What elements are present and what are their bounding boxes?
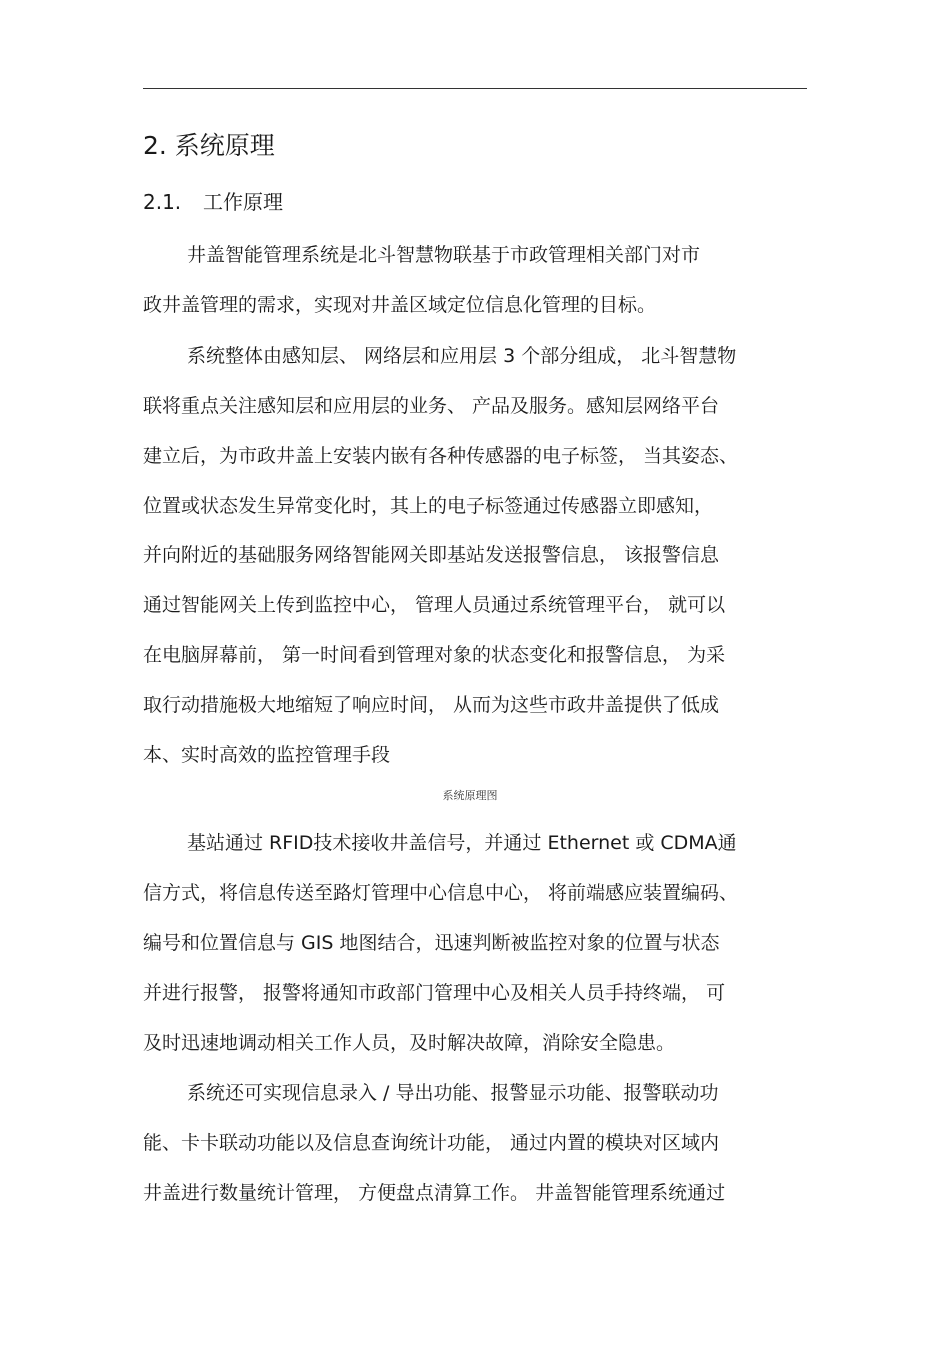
header-rule [143,88,807,89]
paragraph-line: 联将重点关注感知层和应用层的业务、 产品及服务。感知层网络平台 [143,395,720,417]
paragraph-line: 信方式，将信息传送至路灯管理中心信息中心， 将前端感应装置编码、 [143,882,739,904]
paragraph-line: 本、实时高效的监控管理手段 [143,744,391,766]
section-heading: 2. 系统原理 [143,131,275,160]
paragraph-line: 井盖智能管理系统是北斗智慧物联基于市政管理相关部门对市 [187,244,701,266]
paragraph-line: 基站通过 RFID技术接收井盖信号，并通过 Ethernet 或 CDMA通 [187,832,737,854]
paragraph-line: 及时迅速地调动相关工作人员，及时解决故障，消除安全隐患。 [143,1032,676,1054]
paragraph-line: 建立后，为市政井盖上安装内嵌有各种传感器的电子标签， 当其姿态、 [143,445,739,467]
figure-caption: 系统原理图 [442,789,498,802]
paragraph-line: 并向附近的基础服务网络智能网关即基站发送报警信息， 该报警信息 [143,544,720,566]
paragraph-line: 并进行报警， 报警将通知市政部门管理中心及相关人员手持终端， 可 [143,982,726,1004]
paragraph-line: 能、卡卡联动功能以及信息查询统计功能， 通过内置的模块对区域内 [143,1132,720,1154]
paragraph-line: 位置或状态发生异常变化时，其上的电子标签通过传感器立即感知， [143,495,714,517]
subsection-title: 工作原理 [203,190,283,214]
paragraph-line: 井盖进行数量统计管理， 方便盘点清算工作。 井盖智能管理系统通过 [143,1182,726,1204]
paragraph-line: 取行动措施极大地缩短了响应时间， 从而为这些市政井盖提供了低成 [143,694,720,716]
paragraph-line: 编号和位置信息与 GIS 地图结合，迅速判断被监控对象的位置与状态 [143,932,720,954]
subsection-number: 2.1. [143,190,182,214]
paragraph-line: 在电脑屏幕前， 第一时间看到管理对象的状态变化和报警信息， 为采 [143,644,726,666]
paragraph-line: 系统还可实现信息录入 / 导出功能、报警显示功能、报警联动功 [187,1082,719,1104]
paragraph-line: 系统整体由感知层、 网络层和应用层 3 个部分组成， 北斗智慧物 [187,345,737,367]
paragraph-line: 政井盖管理的需求，实现对井盖区域定位信息化管理的目标。 [143,294,657,316]
subsection-heading [143,187,283,217]
paragraph-line: 通过智能网关上传到监控中心， 管理人员通过系统管理平台， 就可以 [143,594,726,616]
